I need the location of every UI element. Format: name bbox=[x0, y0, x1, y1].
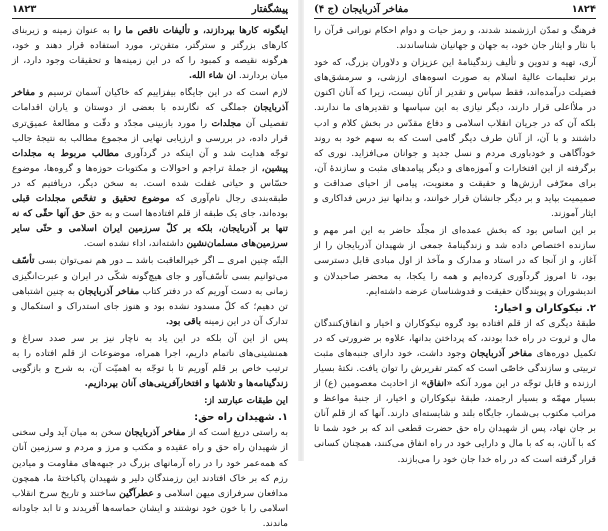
right-paragraph-4: طبقهٔ دیگری که از قلم افتاده بود گروه نیکوکاران و اخیار و انفاق‌کنندگان مال و ثروت در راه خدا بودند، که پرداختن بدانها، علاوه بر ضرورتی که در تکمیل دوره‌های مفاخر آذربایجان وجود داشت، خود دارای جنبه‌های مثبت تربیتی و سازندگی خاصّی است که کمتر تقریرش را توان یافت. نکتهٔ بسیار ارزنده و قابل توجّه در این مورد آنکه «انفاق» از احادیث معصومین (ع) از بسیار مهمّه و بسیار ارجمند، طبقهٔ نیکوکاران و اخیار، از جنبهٔ مواعظ و مراتب مکتوب بی‌شمار، جایگاه بلند و شایسته‌ای دارند. آنها که از قلم آنان بر جان نهاد، پس از شهیدان راه حق حضرت قطعی اند که بر خود شما تا که با آنان، به که با مال و دارایی خود در راه انفاق می‌کنند، همچنان کسانی قرار گرفته است که در راه خدا جان خود را می‌بازند. bbox=[314, 317, 597, 465]
left-paragraph-3: البتّه چنین امری ــ اگر خیرالعاقبت باشد ــ دور هم نمی‌توان بسی تأسّف می‌توانیم بسی تأسّف‌آور و جای هیچ‌گونه شکّی در ایران و عبرت‌انگیزی زمانی به دست آوریم که در دفتر کتاب مفاخر آذربایجان به چنین اشتباهی تن دهیم؛ که کلّ مسدود نشده بود و هنوز جای استدراک و استکمال و تدارک آن در این زمینه باقی بود. bbox=[12, 255, 289, 327]
right-section-heading: ۲. نیکوکاران و اخیار: bbox=[493, 302, 596, 314]
left-paragraph-2: لازم است که در این جایگاه بیفزاییم که خاکیان آسمان ترسیم و مفاخر آذربایجان جملگی که نگارنده با بعضی از دوستان و یاران اقدامات تفصیلی آن مجلدات را مورد بازبینی مجدّد و دقّت و مطالعهٔ عمیق‌تری قرار داده، در بررسی و ارزیابی نهایی از مجموع مطالب به نتیجهٔ جالب توجّه هدایت شد و آن اینکه در گردآوری مطالب مربوط به مجلدات پیشین، از جملهٔ تراجم و احوالات و مکتوبات حوزه‌ها و گروه‌ها، موضوع حسّاس و حیاتی غفلت شده است. به سخن دیگر، دریافتیم که در طبقه‌بندی رجال نام‌آوری که موضوع تحقیق و تفحّص مجلدات قبلی بوده‌اند، جای یک طبقه از قلم افتاده‌ها است و به حق حق آنها حقّی که نه تنها بر آذربایجان، بلکه بر کلّ سرزمین ایران اسلامی و حتّی سایر سرزمین‌های مسلمان‌نشین داشته‌اند، اداء نشده است. bbox=[12, 87, 289, 250]
left-page-number: ۱۸۲۳ bbox=[12, 4, 37, 15]
right-running-header bbox=[314, 4, 596, 19]
right-paragraph-3: بر این اساس بود که بخش عمده‌ای از مجلّد حاضر به این امر مهم و سازنده اختصاص داده شد و زندگینامهٔ جمعی از شهیدان آذربایجان را از آغاز، و از آنجا که در استاد و مدارک و مآخذ از اول مبادی قابل دسترسی بود، تا امروز گردآوری کرده‌ایم و همه را یکجا، به محضر صاحبدلان و اندیشوران و پویندگان حقیقت و فدوشناسان عرضه داشته‌ایم. bbox=[314, 225, 596, 297]
right-page bbox=[306, 0, 606, 465]
right-page-number: ۱۸۲۴ bbox=[571, 4, 596, 15]
left-header-title: پیشگفتار bbox=[251, 4, 288, 15]
left-running-header bbox=[12, 4, 288, 19]
right-header-title: مفاخر آذربایجان (ج ۴) bbox=[314, 4, 409, 15]
right-paragraph-2: آری، تهیه و تدوین و تألیف زندگینامهٔ این عزیزان و دلاوران بزرگ، که خود برتر تعلیمات عالیهٔ اسلام به صورت اسوه‌های ارزشی، و سرمشق‌های فضیلت درآمده‌اند، فقط سپاس و تقدیر از آنان نیست، زیرا که آنان اکنون در ملأاعلی قرار دارند، دیگر نیازی به این سپاسها و تقدیرهای ما ندارند. بلکه آن که در جریان انقلاب اسلامی و دفاع مقدّس در بخش کلام و ادب داشتند و با آن، از آنان طرف دیگر گامی است که به سهم خود به روند خودآگاهی و خودباوری مردم و نسل جدید و جوانان می‌افزاید. نوری که برگرفته از این افتخارات و آموزه‌های و دیگر پیامدهای مثبت و سازندهٔ آن، برای معرّفی ارزش‌ها و حقیقت و معنویت، پیامی از احیای صداقت و صمیمیت بپاید و بر دیگر جانشان قرار خوانند، و بدانها نیز درس فداکاری و ایثار آموزند. bbox=[314, 57, 596, 220]
left-paragraph-1: اینگونه کارها بپردازند، و تألیفات ناقص ما را به عنوان زمینه و زیربنای کارهای بزرگتر و سترگتر، متقن‌تر، مورد استفاده قرار دهند و خود، هرگونه نقیصه و کمبود را که در این زمینه‌ها و تحقیقات وجود دارد، از میان بردارند. ان شاء الله. bbox=[12, 25, 289, 82]
left-paragraph-4: پس از این آن بلکه در این یاد به ناچار نیز بر سر صدد سراغ و همنشینی‌های ناتمام داریم، اجرا همراه، موضوعات از قلم افتاده را به ترتیب خاص بر قلم آوریم تا با توجّه به اهمیّت آن، به شرح و بازگویی زندگینامه‌ها و تلاشها و افتخارآفرینی‌های آنان بپردازیم. bbox=[12, 332, 288, 390]
left-paragraph-6: به راستی دریغ است که از مفاخر آذربایجان سخن به میان آید ولی سخنی از شهیدان راه حق و راه عقیده و مکتب و مرز و مردم و سرزمین آنان که همه‌عمر خود را در راه آرمانهای بزرگ در جبهه‌های مقاومت و میادین رزم که بر خاک افتادند این رزمندگان دلیر و شهیدان پاکباختهٔ ما، همچون مدافعان سرفرازی میهن اسلامی و عطرآگین ساختند و تاریخ سرخ انقلاب اسلامی را با خون خود نوشتند و ایشان حماسه‌ها آفریدند و تا ابد جاودانه ماندند. bbox=[12, 427, 288, 529]
left-section-heading: ۱. شهیدان راه حق: bbox=[194, 412, 288, 424]
left-page bbox=[0, 0, 296, 529]
book-gutter bbox=[298, 0, 304, 461]
left-paragraph-5: این طبقات عبارتند از: bbox=[204, 395, 288, 407]
right-paragraph-1: فرهنگ و تمدّن ارزشمند شدند، و رمز حیات و دوام احکام نورانی قرآن را با نثار و ایثار جان خود، به جهان و جهانیان شناساندند. bbox=[314, 25, 596, 52]
